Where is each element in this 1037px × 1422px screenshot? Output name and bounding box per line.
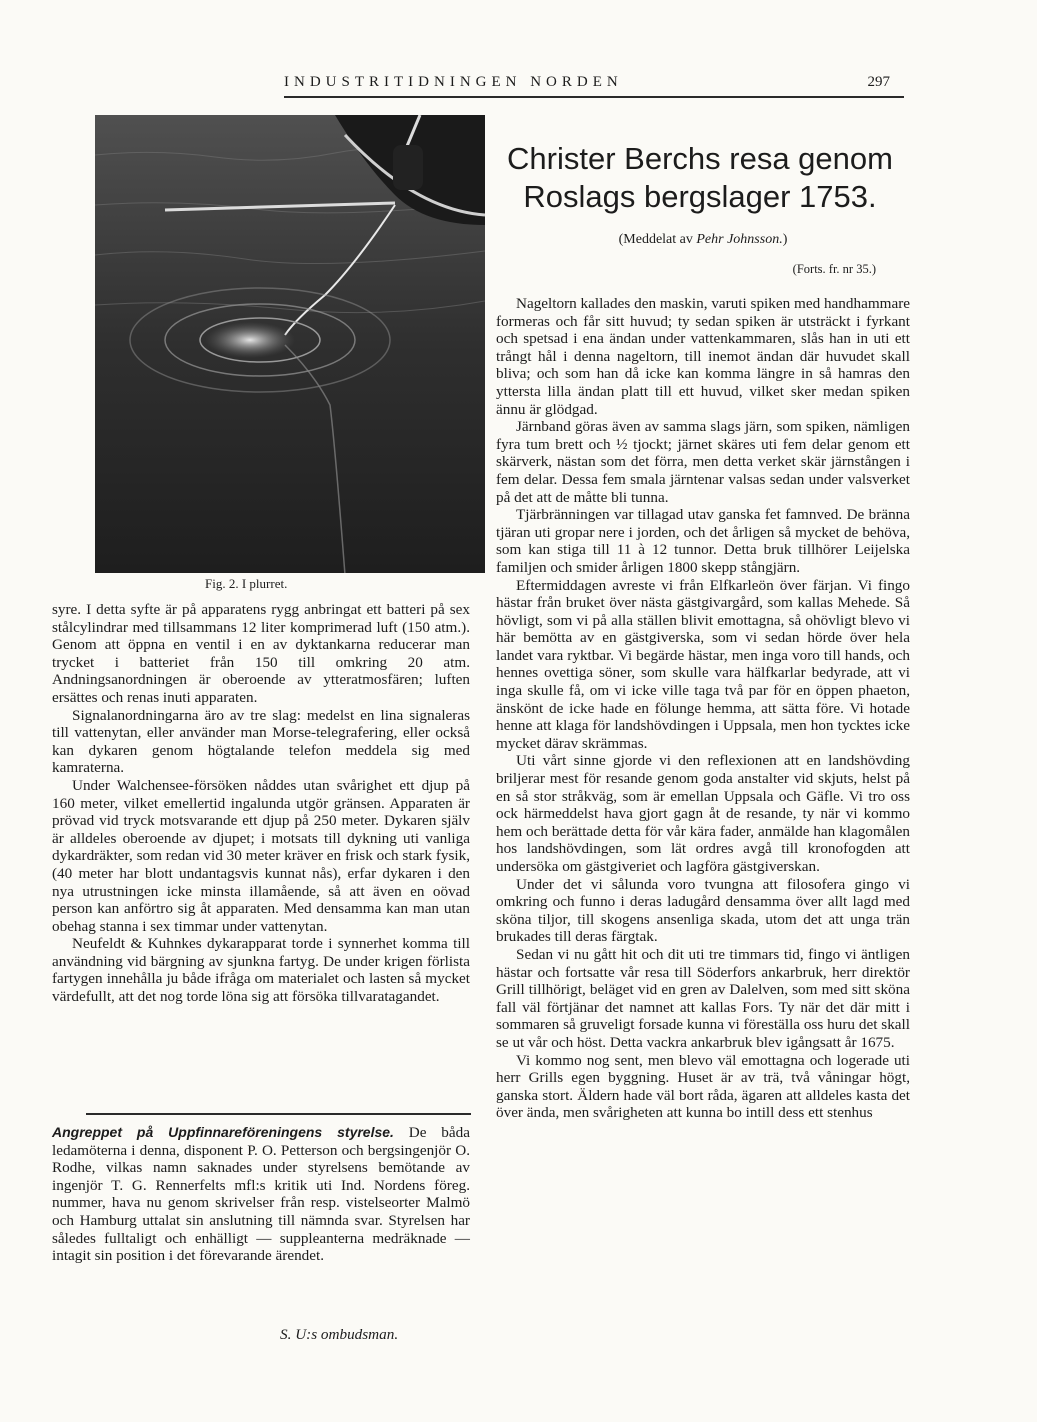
header-rule bbox=[284, 96, 904, 98]
paragraph: Under Walchensee-försöken nåddes utan svårighet ett djup på 160 meter, vilket emellertid ingalunda utgör gränsen. Apparaten är prövad vid tryck motsvarande ett djup på 250 meter. Dykaren själv är alldeles oberoende av djupet; i motsats till dykning uti vanliga dykardräkter, som redan vid 30 meter kräver en frisk och stark fysik, (40 meter har blott undantagsvis kunnat nås), erfar dykaren i den nya utrustningen icke minsta illamående, så att även en oövad person kan anförtro sig åt apparaten. Med densamma kan man utan obehag stanna i sex timmar under vattenytan. bbox=[52, 776, 470, 935]
figure-caption: Fig. 2. I plurret. bbox=[205, 576, 288, 591]
paragraph: Vi kommo nog sent, men blevo väl emottagna och logerade uti herr Grills egen byggning. Huset är av trä, två våningar högt, ganska stort. Äldern hade väl bort råda, ägaren att alldeles kasta det över ända, men svårigheten att kunna bo intill dess ett stenhus bbox=[496, 1051, 910, 1122]
article-title: Christer Berchs resa genom Roslags bergslager 1753. bbox=[507, 141, 893, 214]
paragraph: Tjärbränningen var tillagad utav ganska fet famnved. De bränna tjäran uti gropar nere i jorden, och det årligen så mycket de behöva, som kan stiga till 11 à 12 tunnor. Detta bruk tillhörer Leijelska familjen och smider årligen 1800 skepp stångjärn. bbox=[496, 506, 910, 576]
paragraph: Uti vårt sinne gjorde vi den reflexionen att en landshövding briljerar mest för resande genom goda anstalter vid skjuts, helst på en så stor stråkväg, som är emellan Uppsala och Gäfle. Vi tro oss ock härmeddelst hava gjort gagn åt de resande, ty när vi kommo hem och berättade detta för vår kära fader, anmälde han klagomålen hos landshövdingen, som lät ordres avgå till kronofogden att undersöka om gästgiveriet och lagföra gästgiverskan. bbox=[496, 752, 910, 875]
paragraph: Nageltorn kallades den maskin, varuti spiken med handhammare formeras och får sitt huvud; ty sedan spiken är utsträckt i fyrkant och spetsad i ena ändan under vattenkammaren, slås han in uti ett trångt hål i denna nageltorn, till inemot ändan där huvudet skall bliva; och som han då icke kan komma längre in så hamras den yttersta lilla ändan platt till ett huvud, vilket sker medan spiken ännu är glödgad. bbox=[496, 295, 910, 418]
page-number: 297 bbox=[867, 74, 890, 90]
paragraph: Eftermiddagen avreste vi från Elfkarleön över färjan. Vi fingo hästar från bruket över nästa gästgivargård, som kallas Mehede. Så hövligt, som vi på alla ställen blivit emottagna, så ohövligt blevo vi här bemötta av en gästgiverska, som vi sedan hörde över hela landet vara ryktbar. Vi begärde hästar, men inga voro till hands, och hennes ovettiga söner, som skulle vara hälfkarlar bedyrade, att vi inga skulle få, om vi icke ville taga två par för en öppen phaeton, änskönt de icke hade en fölunge hemma, att sätta före. Vi hotade henne att klaga för landshövdingen i Uppsala, men hon tycktes icke mycket därav skrämmas. bbox=[496, 576, 910, 752]
right-column bbox=[496, 295, 910, 1122]
paragraph: Järnband göras även av samma slags järn, som spiken, nämligen fyra tum brett och ½ tjockt; järnet skäres uti fem delar genom ett skärverk, nästan som det förra, men detta verket skär järnstången i fem delar. Dessa fem smala järntenar valsas sedan under valsverket på det att de måtte bli tunna. bbox=[496, 418, 910, 506]
continued-note: (Forts. fr. nr 35.) bbox=[792, 262, 876, 276]
running-header bbox=[284, 70, 904, 98]
paragraph: syre. I detta syfte är på apparatens rygg anbringat ett batteri på sex stålcylindrar med tillsammans 12 liter komprimerad luft (150 atm.). Genom att öppna en ventil i en av dyktankarna reducerar man trycket i batteriet från 150 till omkring 20 atm. Andningsanordningen är oberoende av ytteratmosfären; luften ersättes och renas inuti apparaten. bbox=[52, 601, 470, 706]
paragraph: Under det vi sålunda voro tvungna att filosofera gingo vi omkring och funno i deras ladugård densamma över allt lagd med sköna tiljor, till skogens ansenliga skada, utom det att unga trän brukades till deras färgtak. bbox=[496, 875, 910, 946]
notice-signature: S. U:s ombudsman. bbox=[280, 1326, 399, 1343]
diver-in-water-image bbox=[95, 115, 485, 573]
notice-block bbox=[52, 1124, 470, 1265]
notice-heading: Angreppet på Uppfinnareföreningens styrelse. bbox=[52, 1124, 394, 1140]
author-name: Pehr Johnsson. bbox=[696, 232, 783, 247]
paragraph: Signalanordningarna äro av tre slag: medelst en lina signaleras till vattenytan, eller använder man Morse-telegrafering, eller också kan dykaren genom högtalande telefon meddela sig med kamraterna. bbox=[52, 706, 470, 777]
paragraph: Sedan vi nu gått hit och dit uti tre timmars tid, fingo vi äntligen hästar och fortsatte vår resa till Söderfors ankarbruk, herr direktör Grill tillhörigt, beläget vid en gren av Dalelven, som med sitt sköna fall väl förtjänar det namnet att kallas Fors. Ty när det där mitt i sommaren så gruveligt forsade kunna vi föreställa oss huru det skall se ut vår och höst. Detta vackra ankarbruk blev igångsatt år 1675. bbox=[496, 945, 910, 1051]
left-column bbox=[52, 601, 470, 1006]
journal-name: INDUSTRITIDNINGEN NORDEN bbox=[284, 74, 623, 90]
paragraph: Neufeldt & Kuhnkes dykarapparat torde i synnerhet komma till användning vid bärgning av sjunkna fartyg. De under krigen förlista fartygen innehålla ju både ifråga om materialet och lasten så mycket värdefullt, att det nog torde löna sig att försöka tillvaratagandet. bbox=[52, 935, 470, 1006]
figure-photo bbox=[95, 115, 485, 573]
section-divider bbox=[86, 1113, 471, 1115]
notice-body: De båda ledamöterna i denna, disponent P. O. Petterson och bergsingenjör O. Rodhe, vilkas namn saknades under styrelsens bemötande av ingenjör T. G. Rennerfelts mfl:s kritik uti Ind. Nordens föreg. nummer, hava nu genom skrivelser från resp. vistelseorter Malmö och Hamburg uttalat sin anslutning till nämnda svar. Styrelsen har således fulltaligt och enhälligt — suppleanterna medräknade — intagit sin position i det förevarande ärendet. bbox=[52, 1124, 470, 1265]
article-byline: (Meddelat av Pehr Johnsson.) bbox=[618, 232, 788, 247]
